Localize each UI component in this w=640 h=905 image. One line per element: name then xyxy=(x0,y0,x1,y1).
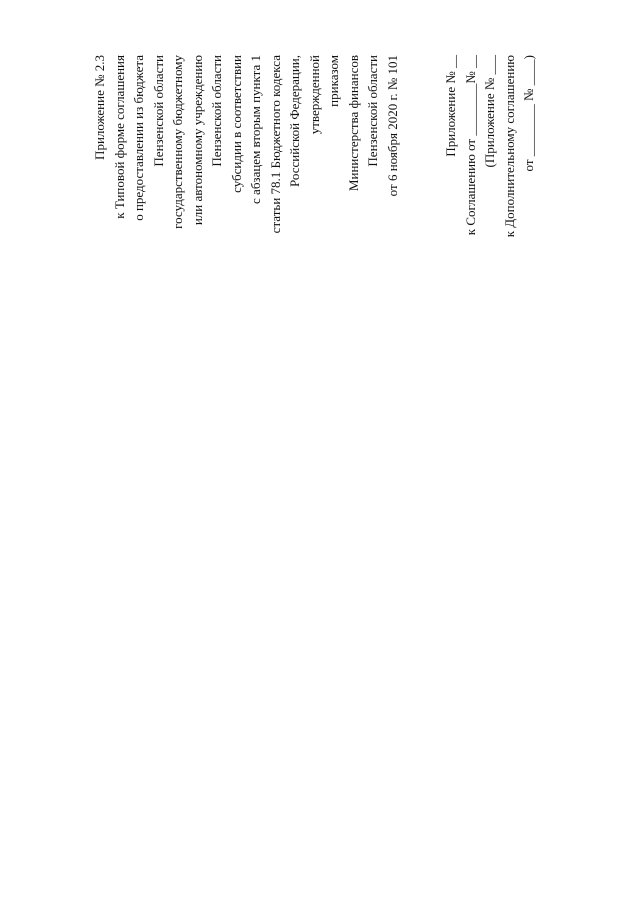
approval-line-15: Пензенской области xyxy=(365,55,380,167)
approval-line-12: утвержденной xyxy=(306,55,322,135)
approval-line-14: Министерства финансов xyxy=(345,55,361,192)
approval-line-9: с абзацем вторым пункта 1 xyxy=(248,55,263,204)
approval-line-4: Пензенской области xyxy=(150,55,166,167)
approval-line-5: государственному бюджетному xyxy=(170,55,185,229)
approval-line-2: к Типовой форме соглашения xyxy=(111,55,127,219)
approval-line-8: субсидии в соответствии xyxy=(228,55,244,193)
agreement-line-2: к Соглашению от ________№ __ xyxy=(462,55,478,236)
agreement-line-3: (Приложение № ___ xyxy=(482,55,497,168)
approval-line-3: о предоставлении из бюджета xyxy=(131,55,146,221)
agreement-line-4: к Дополнительному соглашению xyxy=(501,55,517,238)
approval-line-1: Приложение № 2.3 xyxy=(92,55,107,160)
approval-line-11: Российской Федерации, xyxy=(287,55,302,187)
block-spacer xyxy=(422,55,442,290)
approval-line-6: или автономному учреждению xyxy=(189,55,205,226)
block-spacer xyxy=(402,55,422,290)
approval-line-10: статьи 78.1 Бюджетного кодекса xyxy=(267,55,283,234)
rotated-document-header xyxy=(90,55,536,290)
approval-line-16: от 6 ноября 2020 г. № 101 xyxy=(384,55,400,197)
agreement-line-1: Приложение № __ xyxy=(443,55,458,157)
header-text-block xyxy=(90,55,536,290)
agreement-line-5: от ________ № ____) xyxy=(521,55,536,172)
approval-line-7: Пензенской области xyxy=(209,55,224,167)
approval-line-13: приказом xyxy=(326,55,341,107)
